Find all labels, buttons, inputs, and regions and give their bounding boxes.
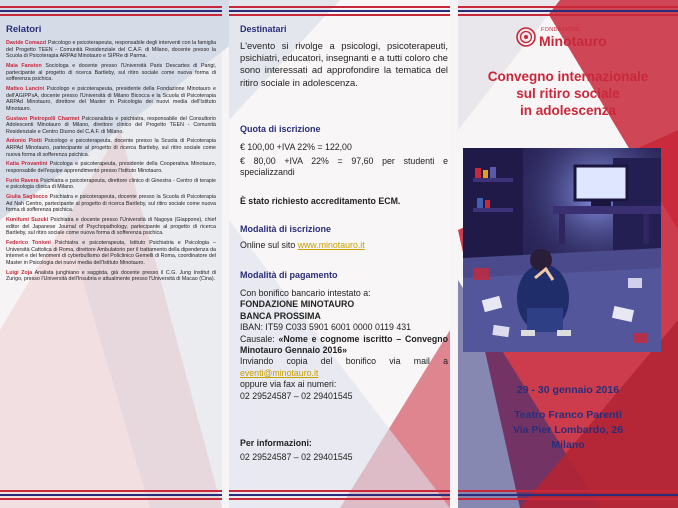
relatore-description: Psichiatra e docente presso l'Università di Nagoya (Giappone), chief editor del Japanese Journal of Psychopathology, partecipante al progetto di ricerca Bartleby, sul ritiro sociale come nuova forma di sofferenza psichica. [6,217,216,237]
relatori-list [6,40,216,286]
venue-city: Milano [551,439,585,451]
relatore-item [6,270,216,283]
title-line3: in adolescenza [519,103,617,118]
relatore-name: Antonio Piotti [6,138,42,145]
relatore-description: Psicologo e psicoterapeuta, docente presso la Scuola di Psicoterapia ARPAd Minotauro, partecipante al progetto di ricerca Bartleby, sul ritiro sociale come nuova forma di sofferenza psichica. [6,138,216,158]
quota-heading: Quota di iscrizione [240,124,321,134]
column2-top-stripes [229,6,450,18]
column3-bottom-stripes [458,490,678,502]
quota-ecm: È stato richiesto accreditamento ECM. [240,196,401,206]
relatore-description: Psicologo e psicoterapeuta, responsabile degli interventi con la famiglia del Progetto TEEN - Comunità Residenziale del C.A.F. di Milano, docente presso la Scuola di Psicoterapia ARPAd Minotauro e SIPRe di Parma. [6,40,217,60]
pagamento-block [240,288,448,402]
relatore-name: Furio Ravera [6,177,39,184]
pagamento-causale [240,334,448,357]
iscrizione-heading: Modalità di iscrizione [240,224,332,234]
minotauro-website-link[interactable]: www.minotauro.it [297,240,365,250]
relatori-heading: Relatori [6,24,42,35]
relatore-item [6,217,216,237]
column2-bottom-stripes [229,490,450,502]
pagamento-iban: IBAN: IT59 C033 5901 6001 0000 0119 431 [240,322,412,333]
relatore-name: Giulia Sagliocco [6,194,48,201]
iscrizione-text [240,240,448,251]
pagamento-fax-line: oppure via fax ai numeri: [240,379,337,390]
quota-line2: € 80,00 +IVA 22% = 97,60 per studenti e specializzandi [240,156,448,178]
relatore-description: Psicologo e psicoterapeuta, presidente della Fondazione Minotauro e dell'AGIPPsA, docente presso l'Università di Milano Bicocca e la Scuola di Psicoterapia ARPAd Minotauro, direttore del Master in Psicologia dei nuovi media dell'Istituto Minotauro. [6,85,216,112]
iscrizione-prefix: Online sul sito [240,240,298,250]
venue-name: Teatro Franco Parenti [514,409,622,421]
relatore-description: Psicologa e psicoterapeuta, presidente della Cooperativa Minotauro, responsabile dell'equipe apprendimento presso l'Istituto Minotauro. [6,161,216,175]
relatore-description: Psichiatra e psicoterapeuta, direttore clinico di Ginestra - Centro di terapie e psicologia clinica di Milano. [6,177,216,191]
informazioni-numbers: 02 29524587 – 02 29401545 [240,452,353,462]
event-date: 29 - 30 gennaio 2016 [516,384,620,396]
relatore-name: Matteo Lancini [6,85,45,92]
illustration-withdrawn-teen [463,148,661,352]
relatore-item [6,194,216,214]
title-line2: sul ritiro sociale [516,86,620,101]
informazioni-heading: Per informazioni: [240,438,312,448]
destinatari-heading: Destinatari [240,24,287,34]
relatore-name: Davide Comazzi [6,40,47,46]
relatore-name: Federico Tonioni [6,240,51,247]
relatore-name: Maia Fansten [6,62,42,69]
relatore-name: Kunifumi Suzuki [6,217,49,224]
logo-text-top: FONDAZIONE [541,27,581,33]
inviando-text: Inviando copia del bonifico via mail a [240,356,448,367]
column1-top-stripes [0,6,222,18]
pagamento-fax-numbers: 02 29524587 – 02 29401545 [240,390,353,401]
venue-address: Via Pier Lombardo, 26 [512,424,624,436]
relatore-item [6,86,216,112]
relatore-name: Katia Provantini [6,161,48,168]
relatore-description: Psichiatra e psicoterapeuta, docente presso la Scuola di Psicoterapia Ad Nah Centro, partecipante al progetto di ricerca Bartleby, sul ritiro sociale come nuova forma di sofferenza psichica. [6,194,216,214]
event-title [462,68,674,119]
relatore-name: Gustavo Pietropolli Charmet [6,115,80,122]
relatore-description: Psichiatra e psicoterapeuta, Istituto Psichiatria e Psicologia – Università Cattolica di Roma, direttore Ambulatorio per il trattamento della dipendenza da internet e dei fenomeni di cyberbullismo del Policlinico Gemelli di Roma, coordinatore del Master in Psicologia dei nuovi media dell'Istituto Minotauro. [6,240,216,266]
eventi-email-link[interactable]: eventi@minotauro.it [240,367,319,378]
relatore-name: Luigi Zoja [6,269,33,276]
pagamento-beneficiary2: BANCA PROSSIMA [240,310,321,321]
title-line1: Convegno internazionale [487,69,649,84]
relatore-description: Analista junghiano e saggista, già docente presso il C.G. Jung Institut di Zurigo, presso l'Università dell'Insubria e attualmente presso l'Università di Macao (Cina). [6,269,216,283]
destinatari-text: L'evento si rivolge a psicologi, psicoterapeuti, psichiatri, educatori, insegnanti e a tutti coloro che sono interessati ad approfondire la tematica del ritiro sociale in adolescenza. [240,40,448,88]
relatore-item [6,40,216,60]
relatore-item [6,138,216,158]
event-venue [462,408,674,453]
pagamento-heading: Modalità di pagamento [240,270,338,280]
causale-text: «Nome e cognome iscritto – Convegno Minotauro Gennaio 2016» [240,333,448,356]
relatore-item [6,63,216,83]
pagamento-intro: Con bonifico bancario intestato a: [240,288,371,298]
minotauro-logo [515,24,625,50]
minotauro-logo-icon [515,26,537,48]
pagamento-email-line [240,356,448,379]
column1-bottom-stripes [0,490,222,502]
quota-line1: € 100,00 +IVA 22% = 122,00 [240,142,352,152]
causale-prefix: Causale: [240,333,279,344]
relatore-description: Psicoanalista e psichiatra, responsabile del Consultorio Adolescenti Minotauro di Milano, direttore clinico del Progetto TEEN - Comunità Residenziale e Centro Diurno del C.A.F. di Milano. [6,115,216,135]
relatore-item [6,240,216,266]
relatore-description: Sociologa e docente presso l'Università Paris Descartes di Parigi, partecipante al progetto di ricerca Bartleby, sul ritiro sociale come nuova forma di sofferenza psichica. [6,62,216,83]
relatore-item [6,161,216,174]
relatore-item [6,116,216,136]
pagamento-beneficiary1: FONDAZIONE MINOTAURO [240,299,355,310]
logo-text-main: Minotauro [539,33,607,49]
column3-top-stripes [458,6,678,18]
relatore-item [6,178,216,191]
